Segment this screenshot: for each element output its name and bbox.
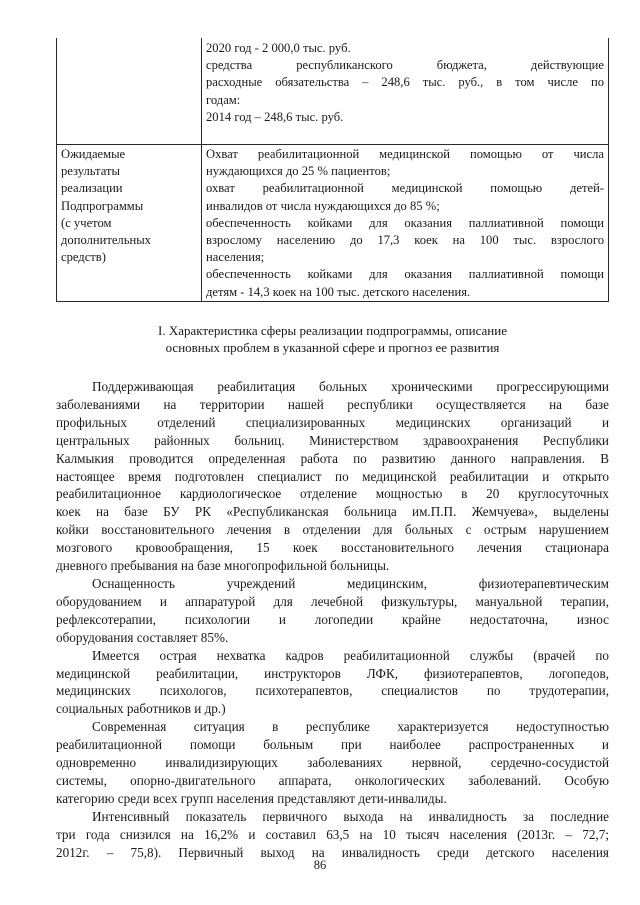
paragraph-line: настоящее время подготовлен специалист по медицинской реабилитации и открыто <box>56 468 609 484</box>
paragraph-line: оборудованием и аппаратурой для лечебной физкультуры, мануальной терапии, <box>56 593 609 609</box>
result-line: Охват реабилитационной медицинской помощью от числа <box>206 147 604 161</box>
funding-line: 2020 год - 2 000,0 тыс. руб. <box>206 41 351 55</box>
paragraph-line: одновременно инвалидизирующих заболеваниях нервной, сердечно-сосудистой <box>56 755 609 771</box>
table-cell-empty <box>57 38 202 145</box>
label-line: средств) <box>61 250 106 265</box>
label-line: Ожидаемые <box>61 147 126 161</box>
table-row <box>57 38 609 145</box>
expected-results-label-cell <box>57 145 202 302</box>
expected-results-cell <box>202 145 609 302</box>
label-line: реализации <box>61 181 123 196</box>
paragraph-line: медицинских психологов, психотерапевтов, специалистов по трудотерапии, <box>56 683 609 699</box>
result-line: детям - 14,3 коек на 100 тыс. детского населения. <box>206 284 471 299</box>
result-line: взрослому населению до 17,3 коек на 100 тыс. взрослого <box>206 233 604 248</box>
section-title <box>56 322 609 356</box>
funding-line: годам: <box>206 92 241 107</box>
paragraph-line: три года снизился на 16,2% и составил 63,5 на 10 тысяч населения (2013г. – 72,7; <box>56 826 609 842</box>
result-line: нуждающихся до 25 % пациентов; <box>206 164 391 179</box>
paragraph-line: рефлексотерапии, психологии и логопедии крайне недостаточна, износ <box>56 611 609 627</box>
paragraph-line: системы, опорно-двигательного аппарата, онкологических заболеваний. Особую <box>56 772 609 788</box>
funding-line: расходные обязательства – 248,6 тыс. руб., в том числе по <box>206 75 604 90</box>
funding-line: средства республиканского бюджета, действующие <box>206 58 604 73</box>
funding-line: 2014 год – 248,6 тыс. руб. <box>206 109 344 124</box>
funding-cell <box>202 38 609 145</box>
result-line: населения; <box>206 250 265 265</box>
paragraph-line: Интенсивный показатель первичного выхода на инвалидность за последние <box>92 808 609 824</box>
paragraph-line: профильных отделений специализированных медицинских организаций и <box>56 414 609 430</box>
label-line: результаты <box>61 164 120 179</box>
result-line: обеспеченность койками для оказания паллиативной помощи <box>206 267 604 282</box>
paragraph-line: оборудования составляет 85%. <box>56 629 229 645</box>
paragraph-line: мозгового кровообращения, 15 коек восстановительного лечения стационара <box>56 540 609 556</box>
label-line: Подпрограммы <box>61 198 144 213</box>
paragraph-line: реабилитационное кардиологическое отделение мощностью в 20 круглосуточных <box>56 486 609 502</box>
paragraph-line: социальных работников и др.) <box>56 701 226 717</box>
result-line: обеспеченность койками для оказания паллиативной помощи <box>206 215 604 230</box>
label-line: дополнительных <box>61 233 151 248</box>
paragraph-line: дневного пребывания на базе многопрофильной больницы. <box>56 558 390 574</box>
result-line: охват реабилитационной медицинской помощью детей- <box>206 181 604 196</box>
paragraph-line: Калмыкия проводится определенная работа по развитию данного направления. В <box>56 450 609 466</box>
paragraph-line: центральных районных больниц. Министерством здравоохранения Республики <box>56 432 609 448</box>
program-table <box>56 38 609 302</box>
table-row <box>57 145 609 302</box>
paragraph-line: Имеется острая нехватка кадров реабилитационной службы (врачей по <box>92 647 609 663</box>
paragraph-line: заболеваниями на территории нашей республики осуществляется на базе <box>56 396 609 412</box>
paragraph-line: коек на базе БУ РК «Республиканская больница им.П.П. Жемчуева», выделены <box>56 504 609 520</box>
paragraph-line: Современная ситуация в республике характеризуется недоступностью <box>92 719 609 735</box>
page-number: 86 <box>313 858 327 872</box>
paragraph-line: 2012г. – 75,8). Первичный выход на инвалидность среди детского населения <box>56 844 609 860</box>
paragraph-line: Оснащенность учреждений медицинским, физиотерапевтическим <box>92 575 609 591</box>
result-line: инвалидов от числа нуждающихся до 85 %; <box>206 198 440 213</box>
section-title-line: основных проблем в указанной сфере и прогноз ее развития <box>165 340 500 355</box>
paragraph-line: категорию среди всех групп населения представляют дети-инвалиды. <box>56 790 447 806</box>
paragraph-line: Поддерживающая реабилитация больных хроническими прогрессирующими <box>92 379 609 394</box>
section-title-line: I. Характеристика сферы реализации подпрограммы, описание <box>158 323 507 338</box>
label-line: (с учетом <box>61 215 112 230</box>
body-text <box>56 378 609 861</box>
paragraph-line: реабилитационной помощи больным при наиболее распространенных и <box>56 737 609 753</box>
paragraph-line: койки восстановительного лечения в отделении для больных с острым нарушением <box>56 522 609 538</box>
paragraph-line: медицинской реабилитации, инструкторов ЛФК, физиотерапевтов, логопедов, <box>56 665 609 681</box>
